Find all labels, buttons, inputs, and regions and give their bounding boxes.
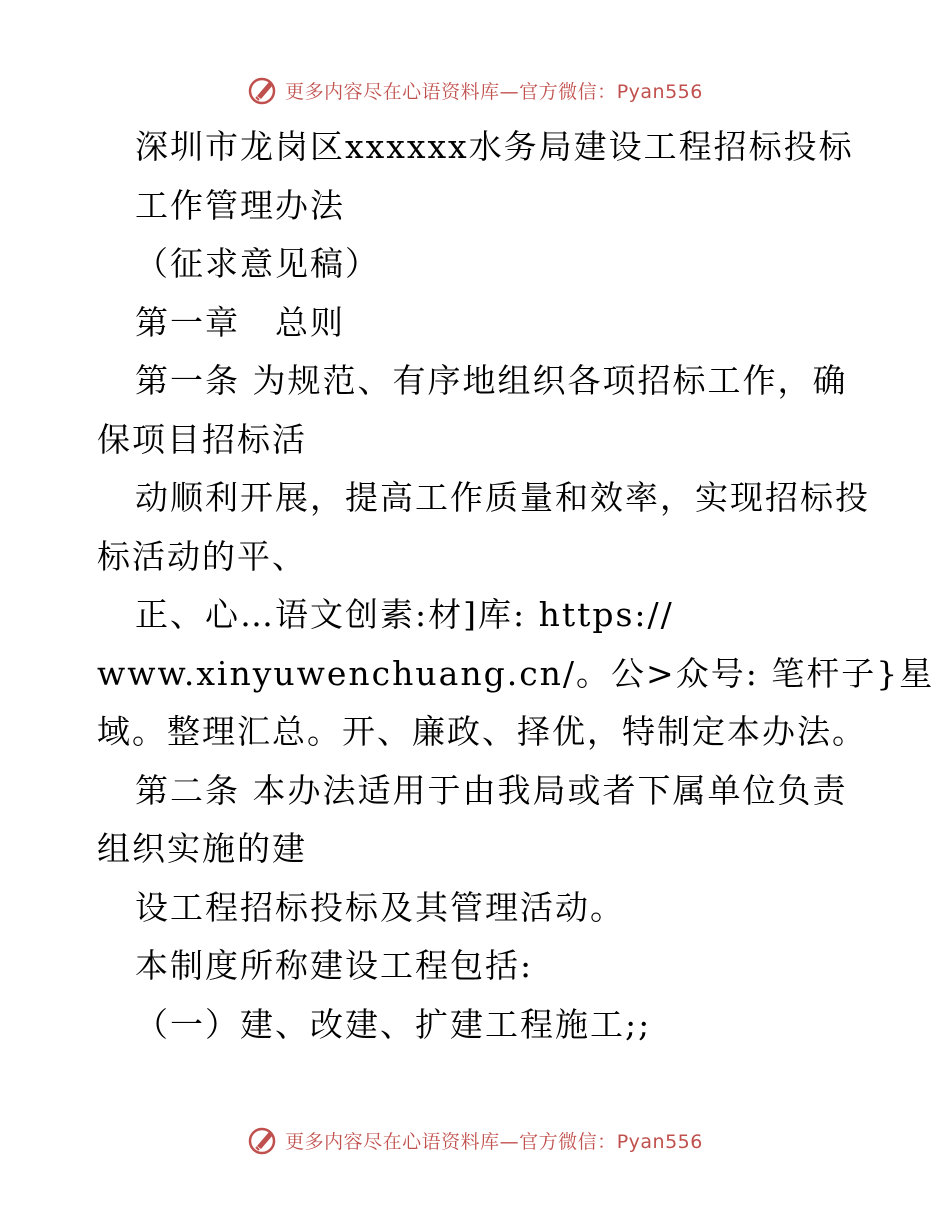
paragraph-line: 动顺利开展，提高工作质量和效率，实现招标投	[135, 478, 870, 517]
doc-subtitle: （征求意见稿）	[135, 244, 380, 283]
paragraph-line: 正、心…语文创素:材]库: https://	[135, 595, 674, 634]
banner-slogan: 更多内容尽在心语资料库	[285, 1130, 500, 1153]
banner-wechat-label: 官方微信：	[519, 1130, 617, 1153]
paragraph-line: 第二条 本办法适用于由我局或者下属单位负责	[135, 770, 848, 810]
document-body	[97, 118, 935, 1054]
banner-wechat-id: Pyan556	[616, 1130, 703, 1153]
doc-title-line-2: 工作管理办法	[135, 185, 345, 225]
paragraph-line: 域。整理汇总。开、廉政、择优，特制定本办法。	[97, 712, 867, 751]
chapter-heading: 第一章 总则	[135, 302, 345, 342]
paragraph-line: （一）建、改建、扩建工程施工;;	[135, 1004, 652, 1044]
paragraph-line: www.xinyuwenchuang.cn/。公>众号: 笔杆子}星	[97, 653, 935, 693]
banner-text	[285, 1127, 703, 1154]
banner-separator: —	[499, 80, 520, 103]
banner-text	[285, 77, 703, 104]
pen-logo-icon	[247, 1124, 279, 1156]
paragraph-line: 设工程招标投标及其管理活动。	[135, 887, 625, 927]
paragraph-line: 组织实施的建	[97, 829, 307, 868]
paragraph-line: 第一条 为规范、有序地组织各项招标工作，确	[135, 361, 848, 400]
doc-title-line-1: 深圳市龙岗区xxxxxx水务局建设工程招标投标	[135, 127, 854, 166]
banner-slogan: 更多内容尽在心语资料库	[285, 80, 500, 103]
banner-wechat-id: Pyan556	[616, 80, 703, 103]
paragraph-line: 本制度所称建设工程包括:	[135, 946, 534, 985]
header-banner	[0, 70, 950, 110]
footer-banner	[0, 1120, 950, 1160]
paragraph-line: 标活动的平、	[97, 536, 307, 576]
banner-separator: —	[499, 1130, 520, 1153]
pen-logo-icon	[247, 74, 279, 106]
paragraph-line: 保项目招标活	[97, 419, 307, 459]
banner-wechat-label: 官方微信：	[519, 80, 617, 103]
